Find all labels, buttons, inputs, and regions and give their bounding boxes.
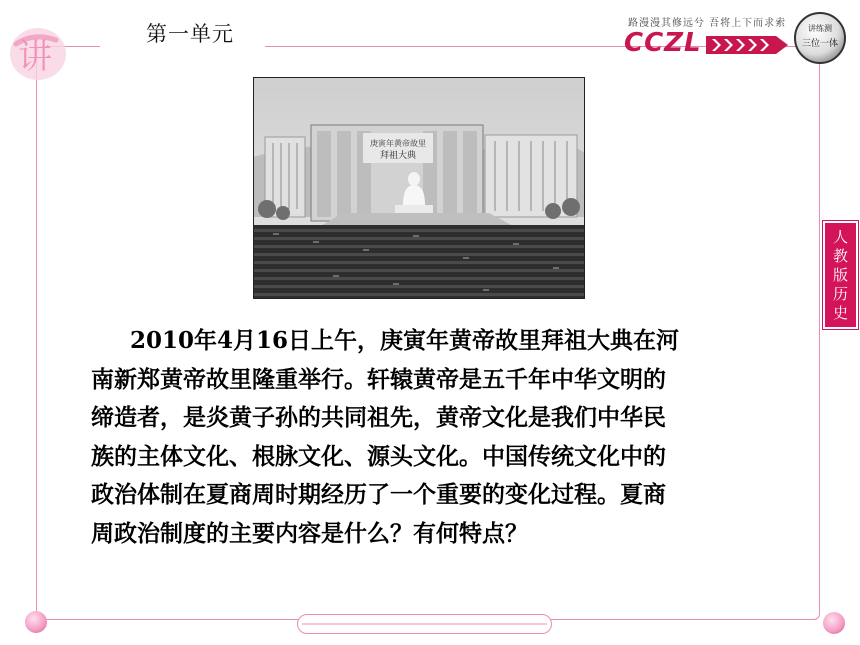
paragraph-line: 族的主体文化、根脉文化、源头文化。中国传统文化中的: [91, 442, 666, 470]
svg-text:讲: 讲: [18, 37, 52, 77]
side-tab-char: 人: [832, 227, 848, 246]
badge-top-text: 讲练测: [808, 24, 832, 33]
side-tab-char: 版: [832, 265, 848, 284]
paragraph-line: 2010年4月16日上午，庚寅年黄帝故里拜祖大典在河: [130, 327, 680, 354]
question-paragraph: [91, 322, 791, 553]
logo-wordmark: CCZL: [624, 28, 702, 58]
jiang-seal-icon: [4, 22, 68, 86]
ceremony-photo-illustration: [253, 77, 585, 299]
paragraph-line: 南新郑黄帝故里隆重举行。轩辕黄帝是五千年中华文明的: [91, 365, 666, 393]
side-tab-char: 教: [832, 246, 848, 265]
side-tab-char: 历: [832, 284, 848, 303]
badge-bottom-text: 三位一体: [801, 39, 838, 49]
side-tab-char: 史: [832, 303, 848, 322]
ceremony-photo: [253, 77, 585, 299]
badge-emblem: [794, 12, 846, 64]
logo-slogan: 路漫漫其修远兮 吾将上下而求索: [628, 18, 787, 29]
svg-text:庚寅年黄帝故里: 庚寅年黄帝故里: [370, 139, 426, 148]
paragraph-line: 周政治制度的主要内容是什么？有何特点？: [91, 519, 528, 547]
unit-title: 第一单元: [146, 22, 234, 46]
arrows-decor-icon: [706, 34, 794, 56]
corner-dot-right-icon: [823, 612, 845, 634]
bottom-pill-decor: [297, 614, 552, 634]
paragraph-line: 缔造者，是炎黄子孙的共同祖先，黄帝文化是我们中华民: [91, 404, 666, 431]
side-tab-textbook[interactable]: [823, 221, 858, 329]
svg-text:拜祖大典: 拜祖大典: [379, 151, 417, 161]
corner-dot-left-icon: [25, 611, 47, 633]
brand-logo: [598, 12, 860, 64]
paragraph-line: 政治体制在夏商周时期经历了一个重要的变化过程。夏商: [91, 481, 666, 508]
